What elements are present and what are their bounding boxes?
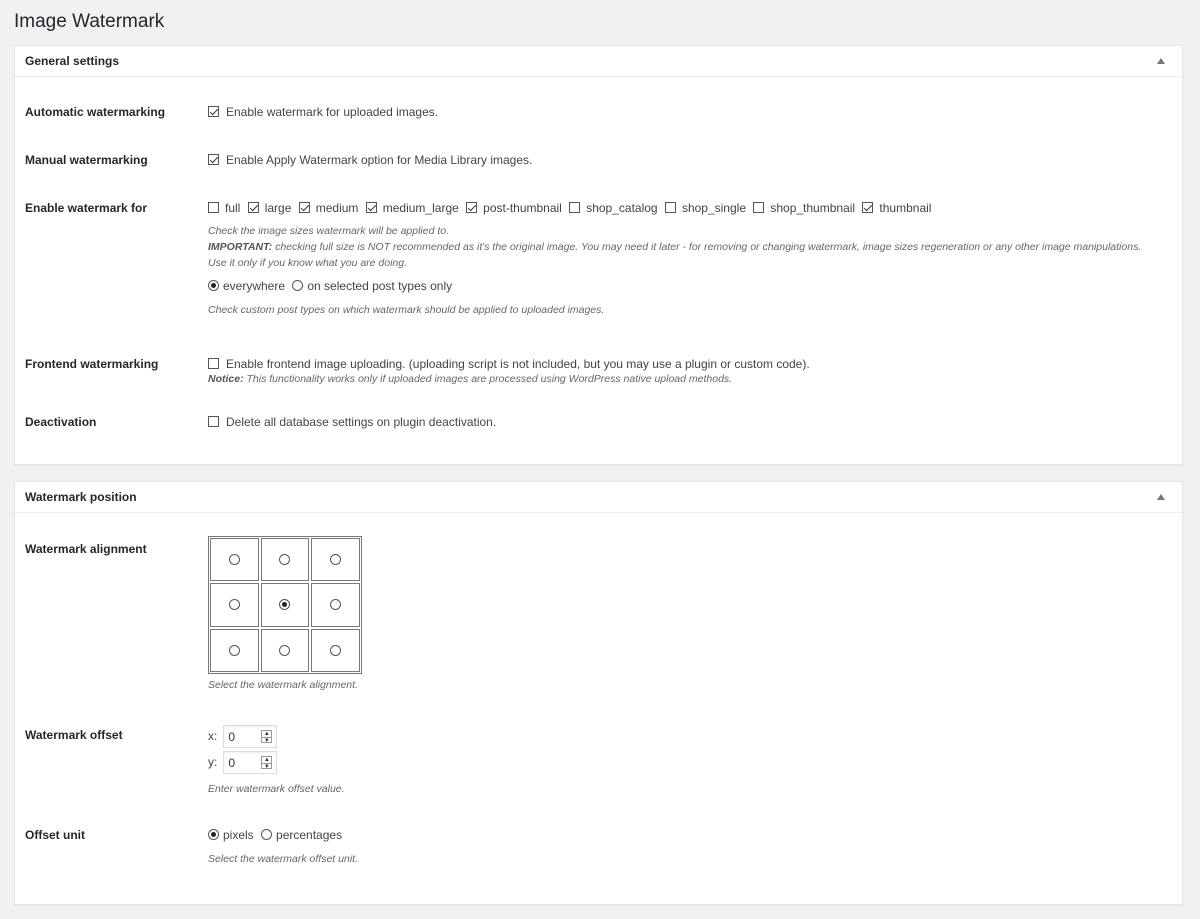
- frontend-checkbox[interactable]: [208, 358, 219, 369]
- size-label: shop_single: [681, 201, 746, 215]
- frontend-text: Enable frontend image uploading. (uploading script is not included, but you may use a plugin or custom code).: [226, 357, 810, 371]
- manual-option[interactable]: [208, 153, 532, 167]
- align-bottom-right[interactable]: [311, 629, 360, 672]
- frontend-label: Frontend watermarking: [25, 357, 159, 371]
- size-checkbox[interactable]: [208, 202, 219, 213]
- offset-y-label: y:: [208, 754, 218, 769]
- unit-description: Select the watermark offset unit.: [208, 853, 358, 865]
- align-radio[interactable]: [229, 645, 240, 656]
- align-bottom-center[interactable]: [261, 629, 310, 672]
- watermark-position-box: [14, 481, 1183, 905]
- frontend-option[interactable]: [208, 357, 810, 371]
- offset-description: Enter watermark offset value.: [208, 783, 345, 795]
- scope-description: Check custom post types on which watermark should be applied to uploaded images.: [208, 304, 605, 316]
- offset-field: [208, 725, 345, 797]
- sizes-desc-line: Check the image sizes watermark will be applied to.: [208, 225, 450, 237]
- size-checkbox[interactable]: [569, 202, 580, 213]
- offset-x-label: x:: [208, 728, 218, 743]
- frontend-field: [208, 357, 810, 387]
- enable-for-label: Enable watermark for: [25, 201, 148, 215]
- offset-x-value: 0: [228, 729, 236, 744]
- size-checkbox[interactable]: [753, 202, 764, 213]
- size-option-large[interactable]: [248, 201, 292, 215]
- scope-everywhere-option[interactable]: [208, 279, 285, 293]
- align-radio[interactable]: [330, 645, 341, 656]
- align-bottom-left[interactable]: [210, 629, 259, 672]
- unit-pixels-label: pixels: [223, 828, 254, 842]
- align-top-right[interactable]: [311, 538, 360, 581]
- size-checkbox[interactable]: [466, 202, 477, 213]
- size-option-thumbnail[interactable]: [862, 201, 931, 215]
- unit-field: [208, 828, 358, 867]
- manual-checkbox[interactable]: [208, 154, 219, 165]
- size-checkbox[interactable]: [299, 202, 310, 213]
- size-label: medium: [315, 201, 359, 215]
- offset-y-row: [208, 751, 345, 776]
- size-option-shop-single[interactable]: [665, 201, 746, 215]
- collapse-arrow-icon[interactable]: [1157, 494, 1165, 500]
- align-middle-center[interactable]: [261, 583, 310, 626]
- automatic-checkbox[interactable]: [208, 106, 219, 117]
- sizes-description: [208, 223, 1168, 271]
- offset-x-row: [208, 725, 345, 750]
- spinner-icon[interactable]: ▲ ▼: [261, 730, 272, 743]
- align-radio[interactable]: [229, 599, 240, 610]
- frontend-notice: [208, 371, 810, 387]
- automatic-text: Enable watermark for uploaded images.: [226, 105, 439, 119]
- size-checkbox[interactable]: [862, 202, 873, 213]
- general-settings-title: General settings: [25, 54, 120, 68]
- important-text: checking full size is NOT recommended as it's the original image. You may need it later - for removing or changing watermark, image sizes regeneration or any other image manipulations.: [272, 241, 1142, 253]
- offset-x-input[interactable]: [223, 725, 277, 748]
- align-radio[interactable]: [279, 599, 290, 610]
- unit-radio-group: [208, 828, 358, 842]
- size-label: thumbnail: [879, 201, 932, 215]
- align-top-center[interactable]: [261, 538, 310, 581]
- scope-everywhere-label: everywhere: [223, 279, 286, 293]
- page-title: Image Watermark: [14, 11, 165, 32]
- align-middle-right[interactable]: [311, 583, 360, 626]
- scope-selected-label: on selected post types only: [307, 279, 453, 293]
- scope-selected-radio[interactable]: [292, 280, 303, 291]
- size-label: post-thumbnail: [483, 201, 562, 215]
- deactivation-text: Delete all database settings on plugin deactivation.: [226, 415, 497, 429]
- important-label: IMPORTANT:: [208, 241, 273, 253]
- automatic-option[interactable]: [208, 105, 438, 119]
- general-settings-box: [14, 45, 1183, 465]
- notice-label: Notice:: [208, 373, 244, 385]
- offset-y-value: 0: [228, 755, 236, 770]
- unit-percentages-radio[interactable]: [261, 829, 272, 840]
- alignment-description: Select the watermark alignment.: [208, 679, 358, 691]
- watermark-position-title: Watermark position: [25, 490, 137, 504]
- scope-everywhere-radio[interactable]: [208, 280, 219, 291]
- size-option-medium[interactable]: [299, 201, 359, 215]
- unit-pixels-option[interactable]: [208, 828, 254, 842]
- offset-y-input[interactable]: [223, 751, 277, 774]
- align-radio[interactable]: [330, 599, 341, 610]
- deactivation-label: Deactivation: [25, 415, 97, 429]
- automatic-label: Automatic watermarking: [25, 105, 166, 119]
- unit-percentages-option[interactable]: [261, 828, 342, 842]
- size-option-post-thumbnail[interactable]: [466, 201, 562, 215]
- size-label: large: [264, 201, 292, 215]
- image-sizes-list: [208, 201, 1168, 215]
- size-checkbox[interactable]: [665, 202, 676, 213]
- spinner-icon[interactable]: ▲ ▼: [261, 756, 272, 769]
- collapse-arrow-icon[interactable]: [1157, 58, 1165, 64]
- size-option-shop-catalog[interactable]: [569, 201, 657, 215]
- size-option-shop-thumbnail[interactable]: [753, 201, 855, 215]
- size-label: shop_thumbnail: [770, 201, 856, 215]
- align-radio[interactable]: [330, 554, 341, 565]
- size-label: medium_large: [382, 201, 459, 215]
- size-checkbox[interactable]: [248, 202, 259, 213]
- sizes-desc-important: [208, 239, 1168, 255]
- size-label: shop_catalog: [586, 201, 658, 215]
- scope-selected-option[interactable]: [292, 279, 452, 293]
- manual-text: Enable Apply Watermark option for Media Library images.: [226, 153, 533, 167]
- watermark-position-header[interactable]: [15, 482, 1182, 513]
- unit-pixels-radio[interactable]: [208, 829, 219, 840]
- alignment-grid: [208, 536, 362, 674]
- notice-text: This functionality works only if uploaded images are processed using WordPress native upload methods.: [243, 373, 733, 385]
- align-radio[interactable]: [229, 554, 240, 565]
- alignment-label: Watermark alignment: [25, 542, 147, 556]
- align-radio[interactable]: [279, 554, 290, 565]
- scope-radio-group: [208, 279, 1168, 293]
- size-option-full[interactable]: [208, 201, 240, 215]
- unit-label: Offset unit: [25, 828, 85, 842]
- manual-label: Manual watermarking: [25, 153, 148, 167]
- unit-percentages-label: percentages: [276, 828, 343, 842]
- size-checkbox[interactable]: [366, 202, 377, 213]
- offset-label: Watermark offset: [25, 728, 123, 742]
- sizes-desc-line: Use it only if you know what you are doing.: [208, 257, 408, 269]
- general-settings-header[interactable]: [15, 46, 1182, 77]
- size-label: full: [225, 201, 241, 215]
- align-top-left[interactable]: [210, 538, 259, 581]
- deactivation-checkbox[interactable]: [208, 416, 219, 427]
- deactivation-option[interactable]: [208, 415, 496, 429]
- align-middle-left[interactable]: [210, 583, 259, 626]
- enable-for-field: [208, 201, 1168, 318]
- size-option-medium-large[interactable]: [366, 201, 459, 215]
- align-radio[interactable]: [279, 645, 290, 656]
